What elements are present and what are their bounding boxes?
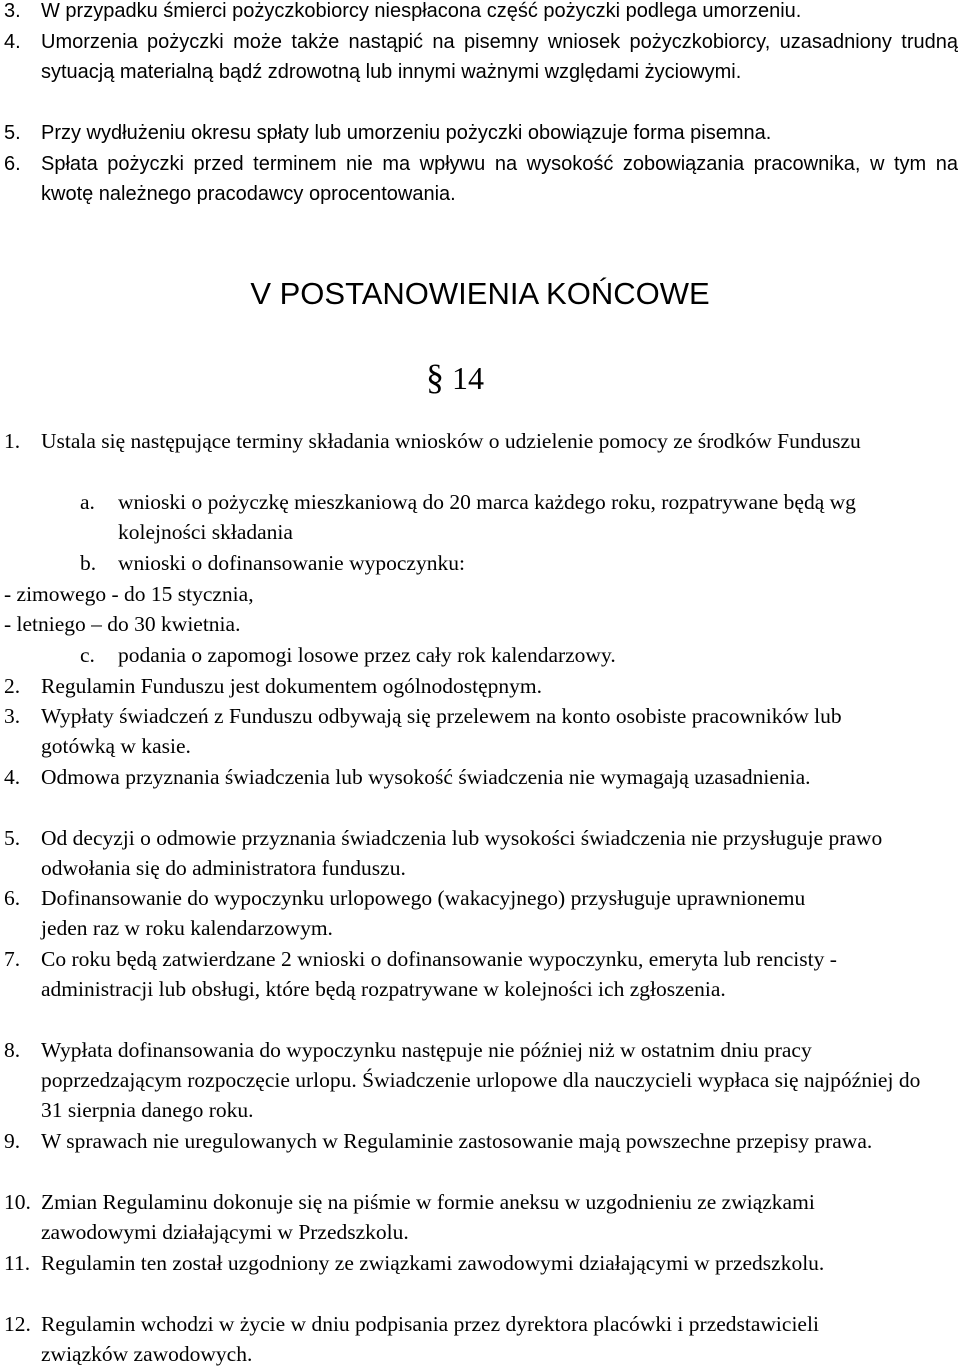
item-text: Wypłaty świadczeń z Funduszu odbywają się przelewem na konto osobiste pracowników lub gotówką w kasie.: [41, 704, 842, 759]
section-heading: [426, 352, 526, 403]
paragraph-4-loan-remission: [0, 27, 960, 87]
item-text: Wypłata dofinansowania do wypoczynku następuje nie później niż w ostatnim dniu pracy poprzedzającym rozpoczęcie urlopu. Świadczenie urlopowe dla nauczycieli wypłaca się najpóźniej do 31 sierpnia danego roku.: [41, 1038, 921, 1123]
paragraph-7-applications: [0, 944, 960, 1004]
subitem-letter: c.: [80, 643, 95, 667]
paragraph-2-public-document: [0, 671, 960, 701]
paragraph-11-agreed: [0, 1248, 960, 1278]
item-text: Ustala się następujące terminy składania wniosków o udzielenie pomocy ze środków Funduszu: [41, 429, 861, 453]
winter-deadline: - zimowego - do 15 stycznia,: [4, 582, 254, 606]
item-number: 3.: [4, 704, 21, 728]
item-text: Spłata pożyczki przed terminem nie ma wpływu na wysokość zobowiązania pracownika, w tym na kwotę należnego pracodawcy oprocentowania.: [41, 153, 958, 205]
item-text: Umorzenia pożyczki może także nastąpić na pisemny wniosek pożyczkobiorcy, uzasadniony trudną sytuacją materialną bądź zdrowotną lub innymi ważnymi względami życiowymi.: [41, 31, 958, 83]
chapter-heading: V POSTANOWIENIA KOŃCOWE: [250, 276, 710, 311]
item-text: Odmowa przyznania świadczenia lub wysokość świadczenia nie wymagają uzasadnienia.: [41, 765, 811, 789]
paragraph-6-once-a-year: [0, 883, 960, 943]
paragraph-3-loan-death: [0, 0, 960, 26]
item-number: 3.: [4, 0, 21, 22]
paragraph-6-early-repayment: [0, 149, 960, 209]
item-text: W przypadku śmierci pożyczkobiorcy niespłacona część pożyczki podlega umorzeniu.: [41, 0, 802, 22]
item-number: 5.: [4, 122, 21, 144]
item-text: Zmian Regulaminu dokonuje się na piśmie w formie aneksu w uzgodnieniu ze związkami zawodowymi działającymi w Przedszkolu.: [41, 1190, 815, 1245]
subitem-letter: b.: [80, 551, 97, 575]
summer-deadline: - letniego – do 30 kwietnia.: [4, 612, 241, 636]
paragraph-10-amendments: [0, 1187, 960, 1247]
paragraph-9-general-law: [0, 1126, 960, 1156]
subitem-b-holiday: [0, 548, 960, 578]
paragraph-5-written-form: [0, 118, 960, 148]
item-number: 4.: [4, 765, 21, 789]
section-number: 14: [452, 360, 484, 396]
item-text: Od decyzji o odmowie przyznania świadczenia lub wysokości świadczenia nie przysługuje prawo odwołania się do administratora funduszu.: [41, 826, 883, 881]
item-number: 7.: [4, 947, 21, 971]
paragraph-4-refusal: [0, 762, 960, 792]
item-text: Regulamin wchodzi w życie w dniu podpisania przez dyrektora placówki i przedstawicieli związków zawodowych.: [41, 1312, 819, 1367]
item-number: 5.: [4, 826, 21, 850]
item-text: Dofinansowanie do wypoczynku urlopowego (wakacyjnego) przysługuje uprawnionemu jeden raz w roku kalendarzowym.: [41, 886, 806, 941]
item-number: 6.: [4, 153, 21, 175]
item-number: 1.: [4, 429, 21, 453]
item-number: 11.: [4, 1251, 31, 1275]
paragraph-3-payments: [0, 701, 960, 761]
paragraph-5-no-appeal: [0, 823, 960, 883]
item-number: 6.: [4, 886, 21, 910]
section-symbol: §: [426, 357, 444, 397]
subitem-letter: a.: [80, 490, 95, 514]
paragraph-1-deadlines: [0, 426, 960, 456]
item-text: Regulamin ten został uzgodniony ze związkami zawodowymi działającymi w przedszkolu.: [41, 1251, 825, 1275]
subitem-a-housing-loan: [0, 487, 960, 547]
subitem-text: podania o zapomogi losowe przez cały rok kalendarzowy.: [118, 643, 616, 667]
item-text: Przy wydłużeniu okresu spłaty lub umorzeniu pożyczki obowiązuje forma pisemna.: [41, 122, 772, 144]
item-number: 4.: [4, 31, 21, 53]
item-text: Co roku będą zatwierdzane 2 wnioski o dofinansowanie wypoczynku, emeryta lub rencisty - administracji lub obsługi, które będą rozpatrywane w kolejności ich zgłoszenia.: [41, 947, 837, 1002]
item-text: Regulamin Funduszu jest dokumentem ogólnodostępnym.: [41, 674, 543, 698]
paragraph-8-payment-timing: [0, 1035, 960, 1126]
item-number: 12.: [4, 1312, 31, 1336]
subitem-c-allowance: [0, 640, 960, 670]
item-number: 8.: [4, 1038, 21, 1062]
item-number: 10.: [4, 1190, 31, 1214]
paragraph-12-effective-date: [0, 1309, 960, 1369]
subitem-text: wnioski o dofinansowanie wypoczynku:: [118, 551, 465, 575]
item-text: W sprawach nie uregulowanych w Regulaminie zastosowanie mają powszechne przepisy prawa.: [41, 1129, 873, 1153]
item-number: 9.: [4, 1129, 21, 1153]
subitem-text: wnioski o pożyczkę mieszkaniową do 20 marca każdego roku, rozpatrywane będą wg kolejności składania: [118, 490, 856, 545]
item-number: 2.: [4, 674, 21, 698]
